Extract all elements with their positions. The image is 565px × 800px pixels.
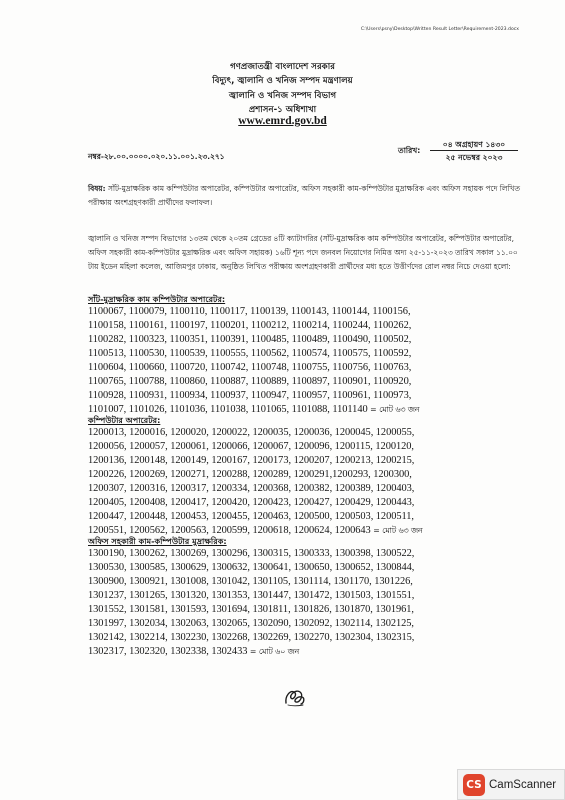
subject-text: সাঁট-মুদ্রাক্ষরিক কাম কম্পিউটার অপারেটর, কম্পিউটার অপারেটর, অফিস সহকারী কাম-কম্পিউটার মুদ্রাক্ষরিক এবং অফিস সহায়ক পদে লিখিত পরীক্ষায় অংশগ্রহণকারী প্রার্থীদের ফলাফল।: [88, 184, 520, 207]
roll-row: 1200405, 1200408, 1200417, 1200420, 1200423, 1200427, 1200429, 1200443,: [88, 497, 415, 508]
header-government: গণপ্রজাতন্ত্রী বাংলাদেশ সরকার: [230, 62, 335, 72]
roll-row: 1200307, 1200316, 1200317, 1200334, 1200368, 1200382, 1200389, 1200403,: [88, 483, 415, 494]
roll-row: 1300530, 1300585, 1300629, 1300632, 1300641, 1300650, 1300652, 1300844,: [88, 562, 415, 573]
roll-row: 1301997, 1302034, 1302063, 1302065, 1302090, 1302092, 1302114, 1302125,: [88, 618, 414, 629]
body-paragraph: জ্বালানি ও খনিজ সম্পদ বিভাগের ১৩তম থেকে ২০তম গ্রেডের ৪টি ক্যাটাগরির (সাঁট-মুদ্রাক্ষরিক কাম কম্পিউটার অপারেটর, কম্পিউটার অপারেটর, অফিস সহকারী কাম-কম্পিউটার মুদ্রাক্ষরিক এবং অফিস সহায়ক) ১৬টি শূন্য পদে জনবল নিয়োগের নিমিত্ত অদ্য ২৫-১১-২০২৩ তারিখ সকাল ১১.০০ টায় ইডেন মহিলা কলেজ, আজিমপুর ঢাকায়, অনুষ্ঠিত লিখিত পরীক্ষায় অংশগ্রহণকারী প্রার্থীদের মধ্য হতে উত্তীর্ণদের রোল নম্বর নিচে দেওয়া হলো:: [88, 234, 518, 271]
roll-row: 1200013, 1200016, 1200020, 1200022, 1200035, 1200036, 1200045, 1200055,: [88, 427, 415, 438]
roll-row: 1302142, 1302214, 1302230, 1302268, 1302269, 1302270, 1302304, 1302315,: [88, 632, 415, 643]
subject-label: বিষয়:: [88, 184, 106, 193]
memo-number: নম্বর-২৮.০০.০০০০.০২০.১১.০০১.২৩.২৭১: [88, 152, 225, 161]
date-label: তারিখ:: [398, 146, 421, 155]
section-total: = মোট ৬০ জন: [249, 647, 300, 656]
roll-list-steno-operator: [88, 305, 528, 417]
header-website-link[interactable]: www.emrd.gov.bd: [238, 115, 327, 127]
section-total: = মোট ৬৩ জন: [370, 405, 420, 414]
roll-list-computer-operator: [88, 426, 528, 538]
roll-row: 1200056, 1200057, 1200061, 1200066, 1200067, 1200096, 1200115, 1200120,: [88, 441, 414, 452]
header-branch: প্রশাসন-১ অধিশাখা: [248, 105, 317, 115]
roll-row: 1300190, 1300262, 1300269, 1300296, 1300315, 1300333, 1300398, 1300522,: [88, 548, 415, 559]
roll-row: 1100282, 1100323, 1100351, 1100391, 1100485, 1100489, 1100490, 1100502,: [88, 334, 412, 345]
roll-row: 1100067, 1100079, 1100110, 1100117, 1100139, 1100143, 1100144, 1100156,: [88, 306, 411, 317]
roll-row: 1200447, 1200448, 1200453, 1200455, 1200463, 1200500, 1200503, 1200511,: [88, 511, 414, 522]
date-bangla: ০৪ অগ্রহায়ণ ১৪৩০: [442, 140, 506, 149]
roll-row: 1300900, 1300921, 1301008, 1301042, 1301105, 1301114, 1301170, 1301226,: [88, 576, 413, 587]
roll-row: 1100604, 1100660, 1100720, 1100742, 1100748, 1100755, 1100756, 1100763,: [88, 362, 412, 373]
subject-paragraph: [88, 182, 520, 210]
roll-row: 1200136, 1200148, 1200149, 1200167, 1200173, 1200207, 1200213, 1200215,: [88, 455, 415, 466]
camscanner-badge: [457, 769, 565, 800]
roll-row: 1100928, 1100931, 1100934, 1100937, 1100947, 1100957, 1100961, 1100973,: [88, 390, 412, 401]
header-ministry: বিদ্যুৎ, জ্বালানি ও খনিজ সম্পদ মন্ত্রণালয়: [212, 76, 353, 86]
roll-row: 1301237, 1301265, 1301320, 1301353, 1301447, 1301472, 1301503, 1301551,: [88, 590, 415, 601]
roll-values: 1302317, 1302320, 1302338, 1302433: [88, 646, 248, 657]
section-title-office-assistant: অফিস সহকারী কাম-কম্পিউটার মুদ্রাক্ষরিক:: [88, 536, 227, 546]
file-path: C:\Users\psny\Desktop\Written Result Letter\Requirement-2023.docx: [360, 27, 519, 32]
roll-row: 1200226, 1200269, 1200271, 1200288, 1200289, 1200291,1200293, 1200300,: [88, 469, 412, 480]
section-title-computer-operator: কম্পিউটার অপারেটর:: [88, 415, 161, 425]
roll-row: 1100158, 1100161, 1100197, 1100201, 1100212, 1100214, 1100244, 1100262,: [88, 320, 412, 331]
roll-values: 1200551, 1200562, 1200563, 1200599, 1200618, 1200624, 1200643: [88, 525, 371, 536]
date-english: ২৫ নভেম্বর ২০২৩: [445, 153, 503, 162]
roll-row-last: [88, 645, 528, 659]
section-title-steno-operator: সাঁট-মুদ্রাক্ষরিক কাম কম্পিউটার অপারেটর:: [88, 294, 226, 304]
roll-row: 1100513, 1100530, 1100539, 1100555, 1100562, 1100574, 1100575, 1100592,: [88, 348, 412, 359]
signature-icon: [282, 683, 308, 709]
roll-row: 1100765, 1100788, 1100860, 1100887, 1100889, 1100897, 1100901, 1100920,: [88, 376, 412, 387]
section-total: = মোট ৬৩ জন: [373, 526, 423, 535]
header-division: জ্বালানি ও খনিজ সম্পদ বিভাগ: [228, 91, 337, 101]
roll-values: 1101007, 1101026, 1101036, 1101038, 1101065, 1101088, 1101140: [88, 404, 368, 415]
camscanner-text: CamScanner: [489, 778, 557, 791]
roll-list-office-assistant: [88, 547, 528, 659]
roll-row: 1301552, 1301581, 1301593, 1301694, 1301811, 1301826, 1301870, 1301961,: [88, 604, 414, 615]
date-divider: [430, 150, 518, 151]
camscanner-logo-icon: CS: [463, 774, 485, 796]
